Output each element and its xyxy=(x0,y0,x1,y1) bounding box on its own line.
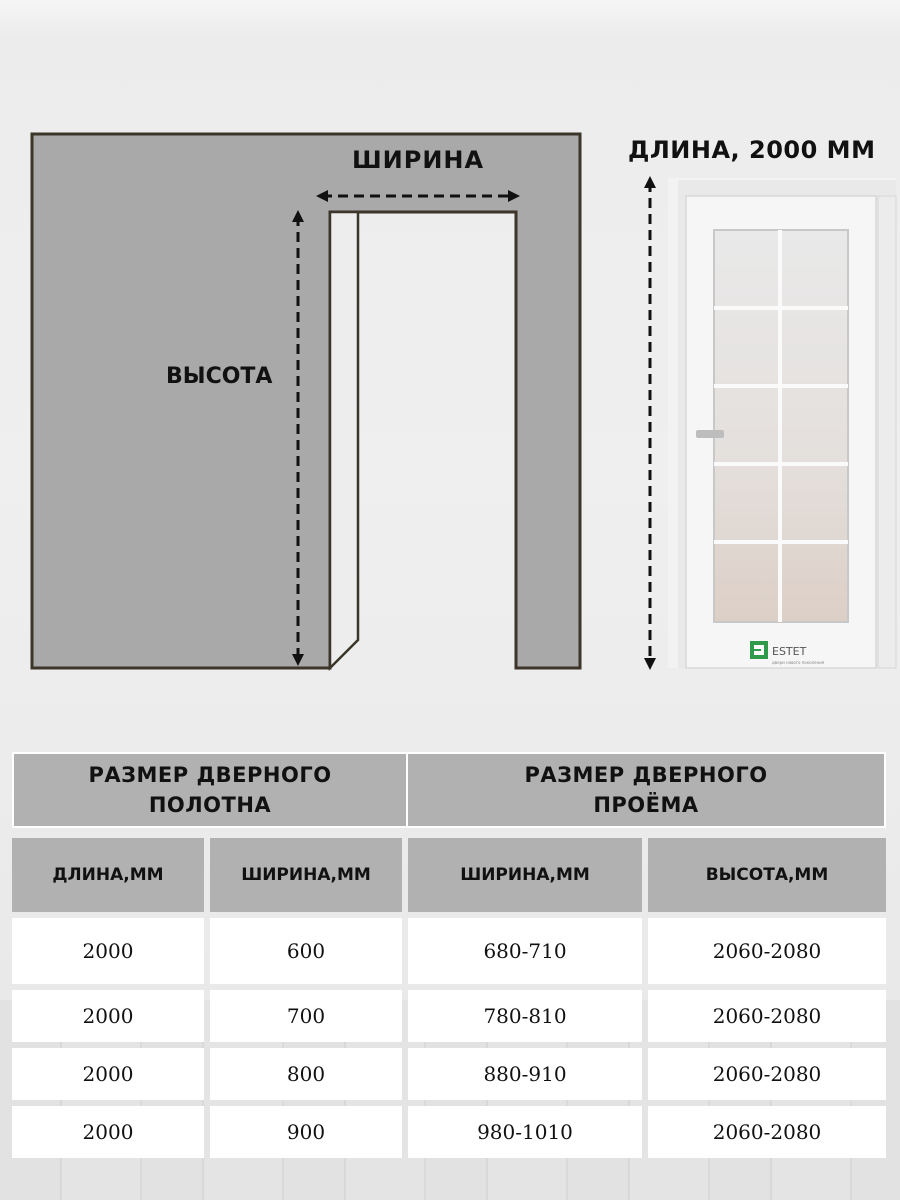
height-label: ВЫСОТА xyxy=(166,364,273,389)
table-cell: 880-910 xyxy=(408,1048,642,1100)
column-header-opening-width: ШИРИНА,ММ xyxy=(408,838,642,912)
table-cell: 700 xyxy=(210,990,402,1042)
table-cell: 680-710 xyxy=(408,918,642,984)
group-header-leaf: РАЗМЕР ДВЕРНОГО ПОЛОТНА xyxy=(12,752,408,828)
table-cell: 2000 xyxy=(12,918,204,984)
table-cell: 780-810 xyxy=(408,990,642,1042)
table-cell: 2060-2080 xyxy=(648,918,886,984)
door-handle xyxy=(696,430,724,438)
column-header-leaf-width: ШИРИНА,ММ xyxy=(210,838,402,912)
table-cell: 2000 xyxy=(12,1106,204,1158)
table-cell: 900 xyxy=(210,1106,402,1158)
doorway-jamb xyxy=(330,212,358,668)
table-cell: 2060-2080 xyxy=(648,990,886,1042)
door-illustration xyxy=(668,178,896,668)
table-cell: 980-1010 xyxy=(408,1106,642,1158)
width-label: ШИРИНА xyxy=(352,146,485,174)
table-cell: 2000 xyxy=(12,990,204,1042)
length-label: ДЛИНА, 2000 ММ xyxy=(628,136,876,164)
table-cell: 2000 xyxy=(12,1048,204,1100)
table-cell: 2060-2080 xyxy=(648,1106,886,1158)
group-header-opening: РАЗМЕР ДВЕРНОГО ПРОЁМА xyxy=(406,752,886,828)
table-cell: 2060-2080 xyxy=(648,1048,886,1100)
size-table xyxy=(12,752,886,1160)
door-logo-text: ESTET xyxy=(772,645,807,658)
table-cell: 600 xyxy=(210,918,402,984)
column-header-opening-height: ВЫСОТА,ММ xyxy=(648,838,886,912)
column-header-length: ДЛИНА,ММ xyxy=(12,838,204,912)
table-cell: 800 xyxy=(210,1048,402,1100)
door-logo-subtext: двери нового поколения xyxy=(772,660,825,665)
wall-shape xyxy=(32,134,580,668)
